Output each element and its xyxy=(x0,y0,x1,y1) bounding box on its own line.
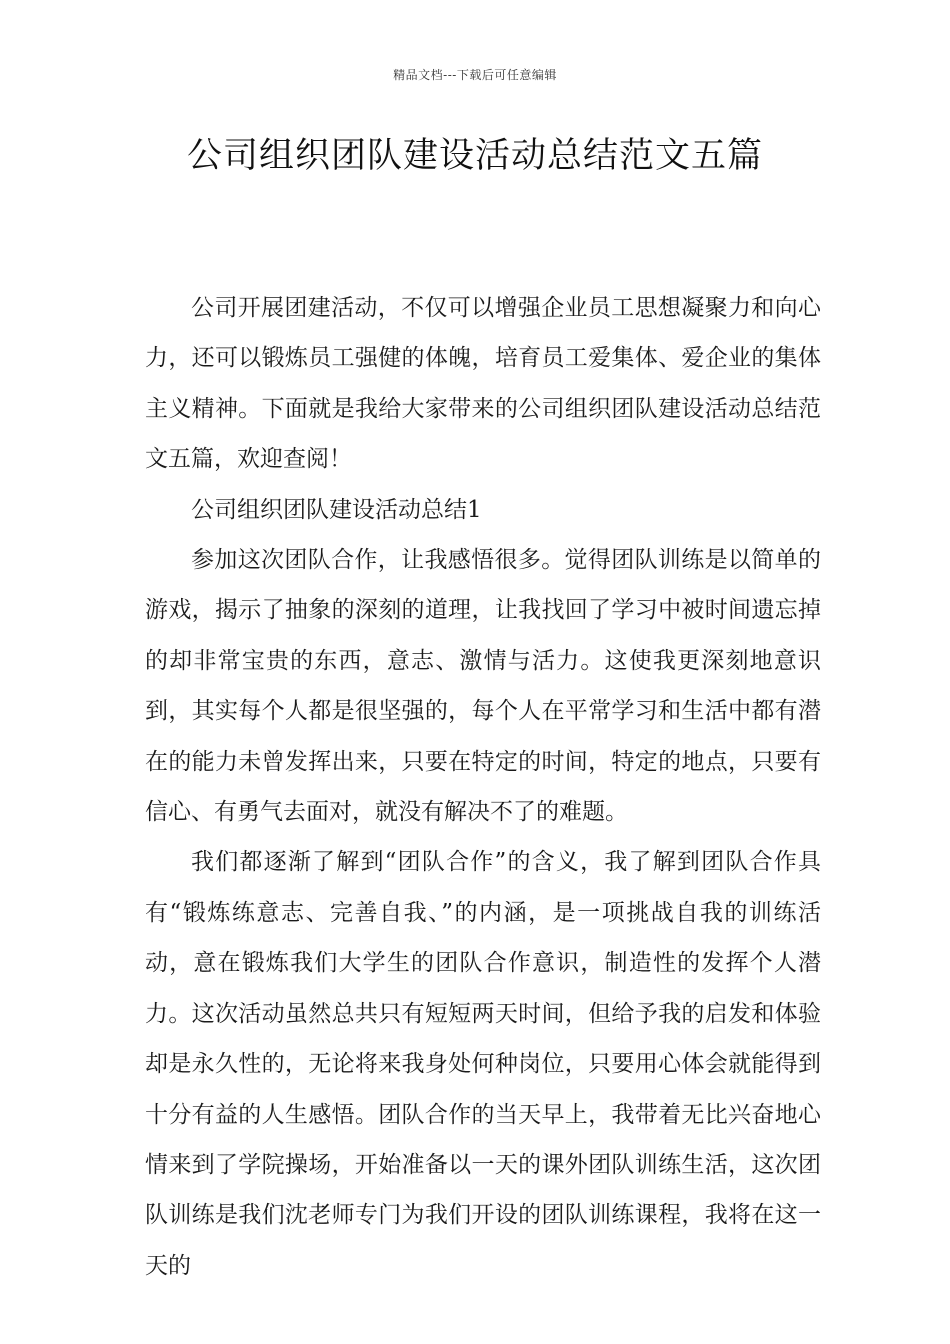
section-heading-1: 公司组织团队建设活动总结1 xyxy=(191,496,482,523)
intro-paragraph: 公司开展团建活动，不仅可以增强企业员工思想凝聚力和向心力，还可以锻炼员工强健的体魄，培育员工爱集体、爱企业的集体主义精神。下面就是我给大家带来的公司组织团队建设活动总结范文五篇，欢迎查阅！ xyxy=(145,295,821,473)
body-paragraph-1: 参加这次团队合作，让我感悟很多。觉得团队训练是以简单的游戏，揭示了抽象的深刻的道理，让我找回了学习中被时间遗忘掉的却非常宝贵的东西，意志、激情与活力。这使我更深刻地意识到，其实每个人都是很坚强的，每个人在平常学习和生活中都有潜在的能力未曾发挥出来，只要在特定的时间，特定的地点，只要有信心、有勇气去面对，就没有解决不了的难题。 xyxy=(145,547,821,826)
header-note: 精品文档---下载后可任意编辑 xyxy=(393,68,557,82)
body-paragraph-2: 我们都逐渐了解到“团队合作”的含义，我了解到团队合作具有“锻炼练意志、完善自我、”的内涵，是一项挑战自我的训练活动，意在锻炼我们大学生的团队合作意识，制造性的发挥个人潜力。这次活动虽然总共只有短短两天时间，但给予我的启发和体验却是永久性的，无论将来我身处何种岗位，只要用心体会就能得到十分有益的人生感悟。团队合作的当天早上，我带着无比兴奋地心情来到了学院操场，开始准备以一天的课外团队训练生活，这次团队训练是我们沈老师专门为我们开设的团队训练课程，我将在这一天的 xyxy=(145,849,821,1279)
document-title: 公司组织团队建设活动总结范文五篇 xyxy=(186,136,763,176)
document-body xyxy=(145,283,821,1291)
